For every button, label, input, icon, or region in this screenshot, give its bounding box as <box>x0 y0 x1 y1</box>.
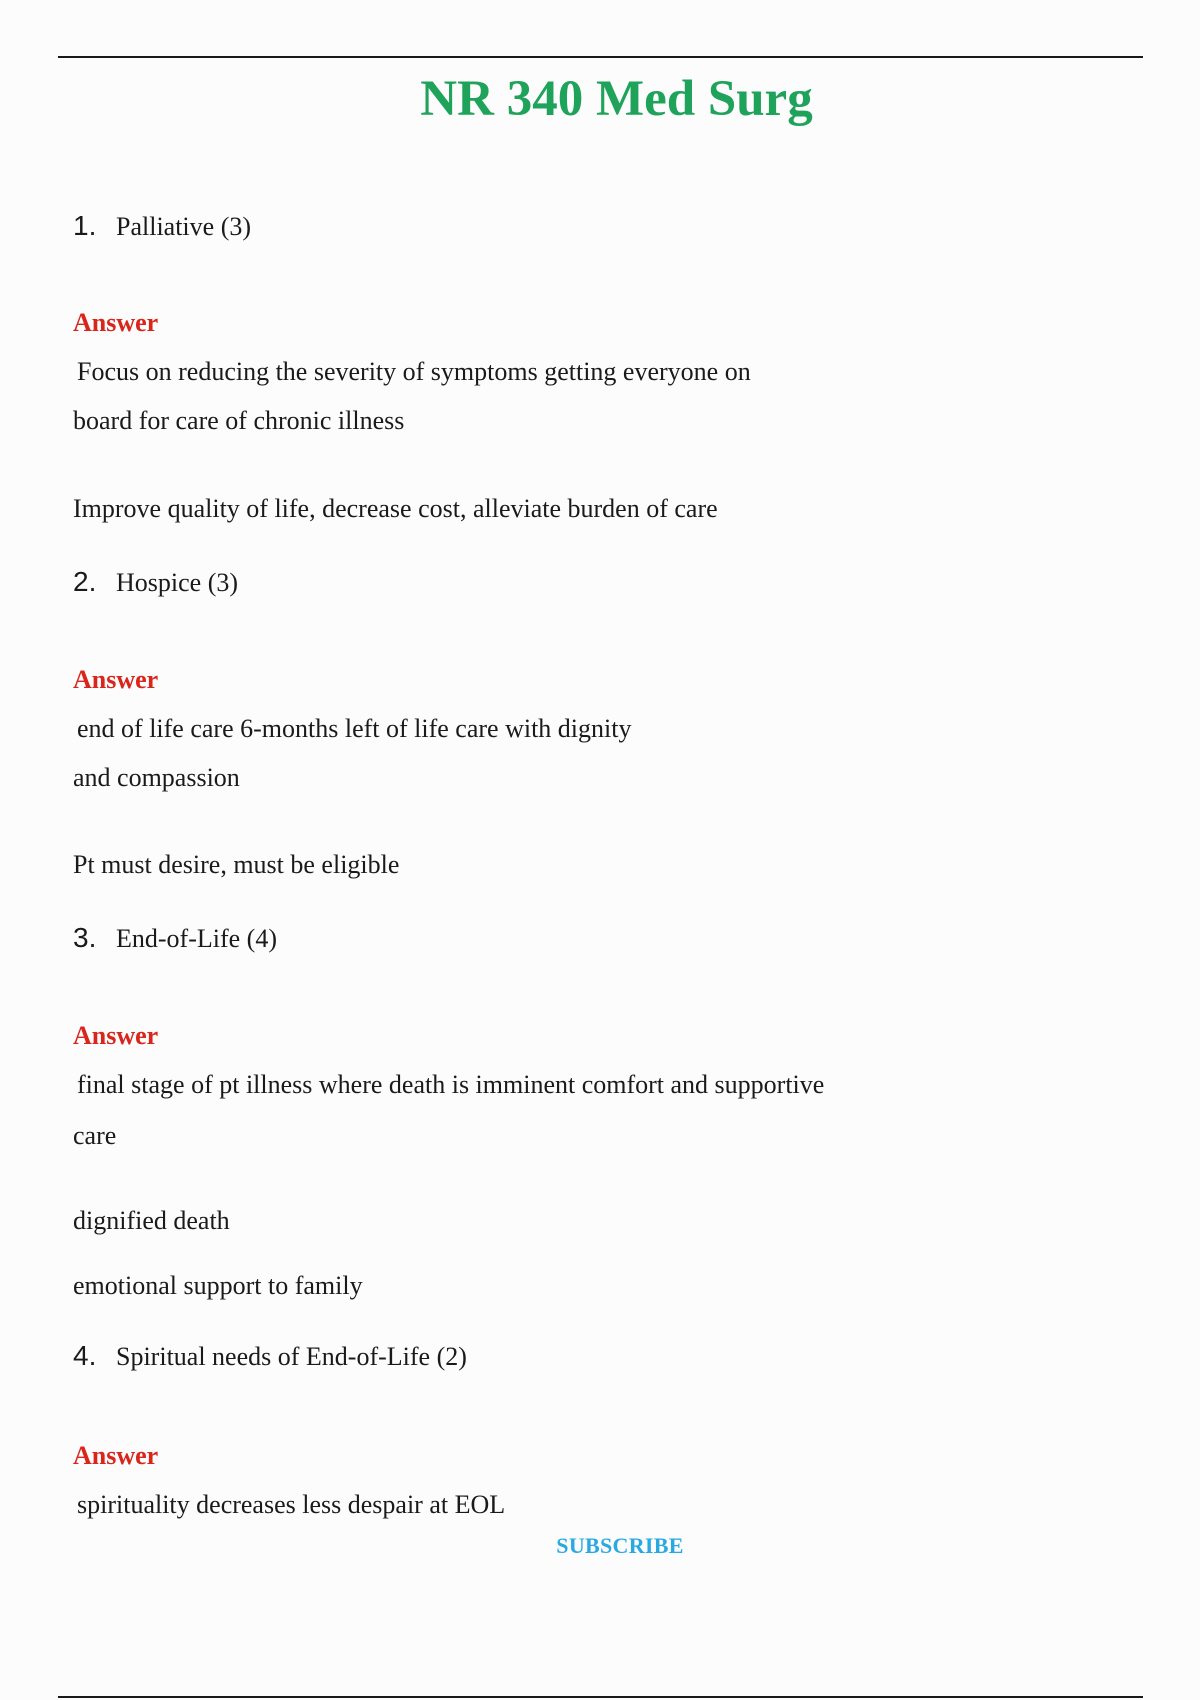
answer-label: Answer <box>73 1021 159 1050</box>
answer-line: end of life care 6-months left of life care with dignity <box>77 714 632 743</box>
answer-line: dignified death <box>73 1206 230 1235</box>
answer-line: and compassion <box>73 763 240 792</box>
question-text: Palliative (3) <box>116 212 252 241</box>
answer-line: Focus on reducing the severity of symptoms getting everyone on <box>77 357 751 386</box>
question-number: 3. <box>73 922 97 953</box>
answer-line: Improve quality of life, decrease cost, alleviate burden of care <box>73 494 718 523</box>
top-rule <box>58 56 1143 58</box>
answer-line: Pt must desire, must be eligible <box>73 850 400 879</box>
page-title: NR 340 Med Surg <box>420 71 813 127</box>
question-text: Hospice (3) <box>116 568 239 597</box>
question-number: 2. <box>73 566 97 597</box>
subscribe-link[interactable]: SUBSCRIBE <box>556 1533 684 1558</box>
answer-line: final stage of pt illness where death is imminent comfort and supportive <box>77 1070 825 1099</box>
answer-line: emotional support to family <box>73 1271 363 1300</box>
answer-label: Answer <box>73 665 159 694</box>
answer-label: Answer <box>73 1441 159 1470</box>
bottom-rule <box>58 1696 1143 1698</box>
answer-line: board for care of chronic illness <box>73 406 405 435</box>
answer-line: care <box>73 1121 117 1150</box>
answer-label: Answer <box>73 308 159 337</box>
question-text: End-of-Life (4) <box>116 924 277 953</box>
question-text: Spiritual needs of End-of-Life (2) <box>116 1342 467 1371</box>
question-number: 1. <box>73 210 97 241</box>
answer-line: spirituality decreases less despair at EOL <box>77 1490 506 1519</box>
question-number: 4. <box>73 1340 97 1371</box>
